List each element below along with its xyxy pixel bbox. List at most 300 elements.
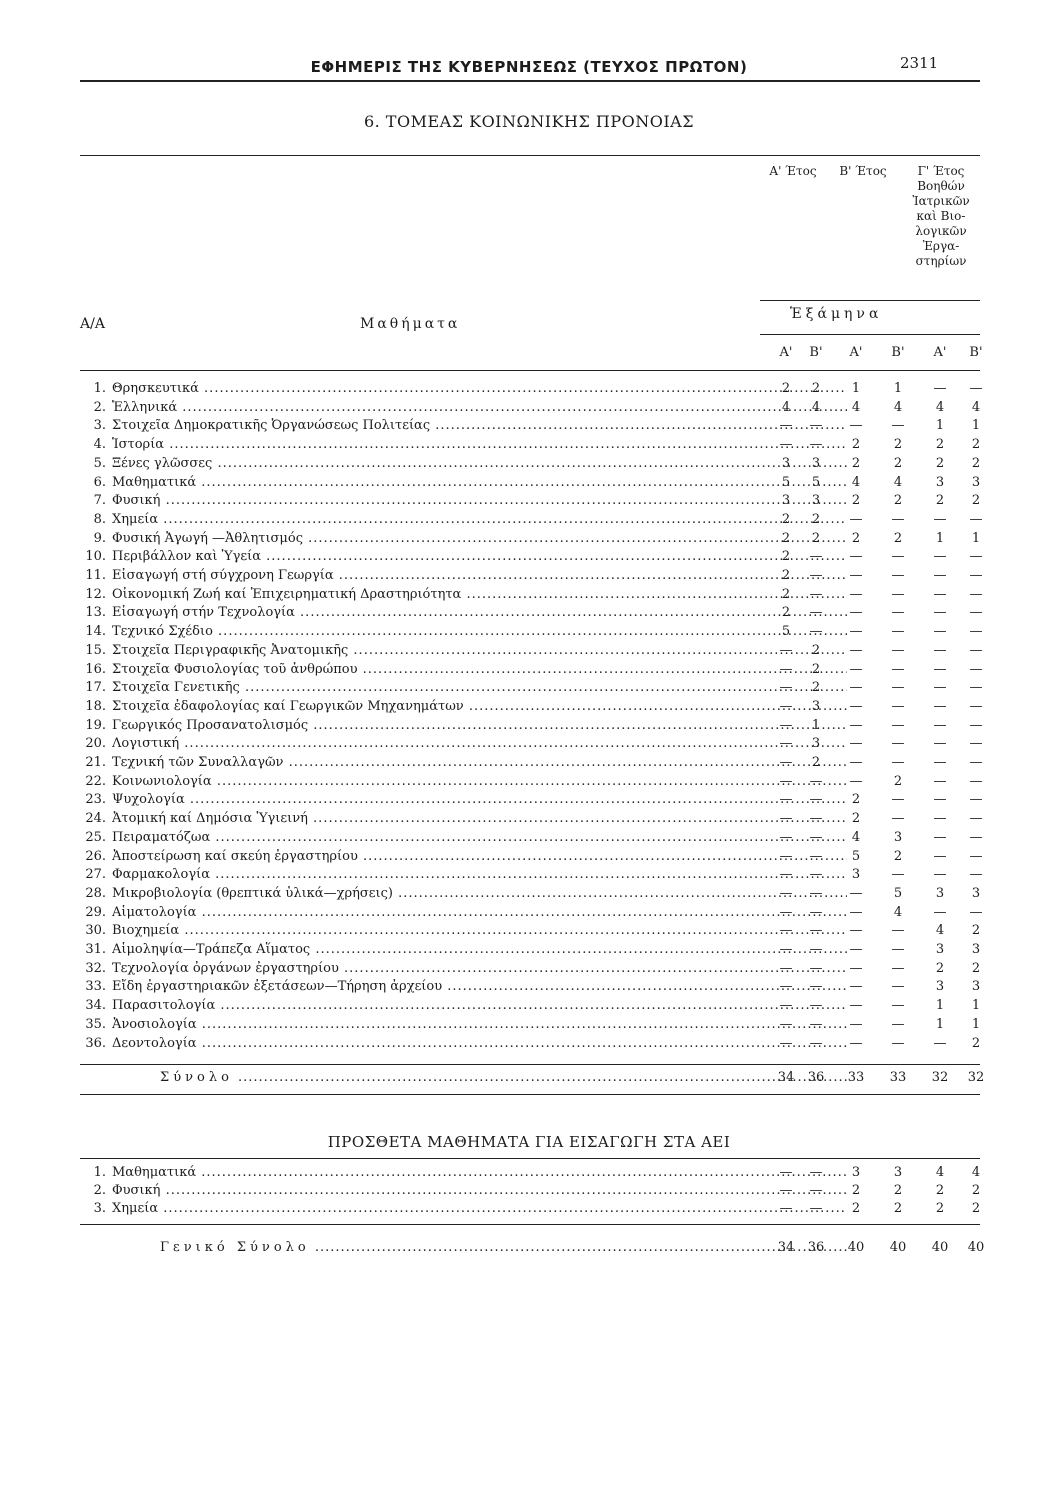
hours-cell: — xyxy=(891,867,905,883)
hours-cell: — xyxy=(849,904,863,920)
hours-cell: — xyxy=(779,717,793,733)
year-c-title: Γ' Έτος xyxy=(917,164,965,178)
hours-cell: 1 xyxy=(851,381,861,396)
subject-row xyxy=(80,848,983,865)
hours-cell: — xyxy=(779,418,793,434)
row-number: 7. xyxy=(93,493,106,509)
hours-cell: — xyxy=(849,586,863,602)
row-number: 31. xyxy=(85,942,106,957)
subject-name: Μαθηματικά ..... xyxy=(112,1164,847,1181)
col-subjects-header: Μαθήματα xyxy=(360,316,461,332)
hours-cell: — xyxy=(891,736,905,752)
row-number: 14. xyxy=(85,624,106,640)
hours-cell: — xyxy=(969,811,983,827)
year-c-sub-5: Ἐργα- xyxy=(922,239,960,253)
hours-cell: 4 xyxy=(971,399,981,415)
hours-cell: 4 xyxy=(851,474,861,490)
hours-cell: — xyxy=(933,605,947,621)
hours-cell: — xyxy=(849,680,863,696)
row-number: 21. xyxy=(85,755,106,770)
subject-row xyxy=(80,604,983,621)
hours-cell: — xyxy=(891,568,905,583)
row-number: 20. xyxy=(85,736,106,752)
hours-cell: 2 xyxy=(971,1201,981,1216)
hours-cell: — xyxy=(809,885,823,901)
hours-cell: — xyxy=(969,792,983,808)
hours-cell: — xyxy=(933,549,947,565)
subject-name: Ἀνοσιολογία ..... xyxy=(112,1016,847,1033)
hours-cell: — xyxy=(779,792,793,808)
hours-cell: — xyxy=(933,1035,947,1051)
hours-cell: — xyxy=(933,568,947,583)
hours-cell: — xyxy=(849,1016,863,1032)
hours-cell: 4 xyxy=(851,829,861,845)
hours-cell: — xyxy=(933,642,947,658)
hours-cell: — xyxy=(779,1183,793,1198)
hours-cell: — xyxy=(969,829,983,845)
grand-total-cell: 40 xyxy=(967,1240,985,1255)
year-c-sub-1: Βοηθών xyxy=(917,179,965,193)
subject-name: Φυσική ..... xyxy=(112,1182,847,1199)
hours-cell: 3 xyxy=(971,474,981,490)
subject-name: Στοιχεῖα Περιγραφικῆς Ἀνατομικῆς ..... xyxy=(112,642,847,659)
hours-cell: — xyxy=(809,811,823,827)
semester-header: Β' xyxy=(809,345,823,360)
hours-cell: 3 xyxy=(851,867,861,883)
hours-cell: — xyxy=(891,418,905,434)
hours-cell: — xyxy=(779,885,793,901)
subject-name: Ψυχολογία ..... xyxy=(112,791,847,808)
row-number: 35. xyxy=(85,1016,106,1032)
hours-cell: — xyxy=(779,998,793,1014)
total-cell: 36 xyxy=(807,1070,825,1085)
semester-header: Β' xyxy=(969,345,983,360)
semester-header: Β' xyxy=(891,345,905,360)
hours-cell: 4 xyxy=(935,399,945,415)
hours-cell: — xyxy=(849,885,863,901)
hours-cell: 1 xyxy=(971,418,981,434)
extra-subject-row xyxy=(80,1182,980,1199)
subject-name: Ἀποστείρωση καί σκεύη ἐργαστηρίου ..... xyxy=(112,848,847,865)
hours-cell: — xyxy=(849,755,863,770)
hours-cell: 2 xyxy=(811,642,821,658)
subject-row xyxy=(80,904,983,921)
grand-total-row xyxy=(80,1238,985,1258)
hours-cell: — xyxy=(809,998,823,1014)
hours-cell: — xyxy=(779,1165,793,1180)
subject-row xyxy=(80,1035,980,1052)
hours-cell: 3 xyxy=(811,698,821,714)
hours-cell: — xyxy=(809,418,823,434)
hours-cell: 3 xyxy=(811,736,821,752)
hours-cell: — xyxy=(809,437,823,453)
subject-name: Ξένες γλῶσσες ..... xyxy=(112,455,847,472)
extra-subjects-title: ΠΡΟΣΘΕΤΑ ΜΑΘΗΜΑΤΑ ΓΙΑ ΕΙΣΑΓΩΓΗ ΣΤΑ ΑΕΙ xyxy=(327,1133,731,1151)
hours-cell: 2 xyxy=(851,1201,861,1216)
hours-cell: 3 xyxy=(893,829,903,845)
subject-name: Φαρμακολογία ..... xyxy=(112,866,847,883)
year-c-sub-6: στηρίων xyxy=(915,254,967,268)
row-number: 6. xyxy=(93,474,106,490)
row-number: 3. xyxy=(93,418,106,434)
table-top-rule xyxy=(80,155,980,156)
hours-cell: — xyxy=(809,829,823,845)
hours-cell: 2 xyxy=(781,605,791,621)
subject-row xyxy=(80,530,980,547)
hours-cell: 2 xyxy=(893,530,903,546)
hours-cell: — xyxy=(933,773,947,789)
subject-name: Παρασιτολογία ..... xyxy=(112,997,847,1014)
subject-name: Τεχνολογία ὀργάνων ἐργαστηρίου ..... xyxy=(112,960,847,977)
hours-cell: — xyxy=(779,437,793,453)
subject-row xyxy=(80,791,983,808)
year-c-header xyxy=(906,164,976,269)
hours-cell: — xyxy=(891,923,905,939)
hours-cell: 2 xyxy=(851,792,861,808)
hours-cell: 2 xyxy=(971,960,981,976)
hours-cell: 3 xyxy=(935,979,945,995)
hours-cell: 2 xyxy=(935,493,945,509)
hours-cell: — xyxy=(969,904,983,920)
row-number: 27. xyxy=(85,867,106,883)
hours-cell: — xyxy=(809,1183,823,1198)
subject-name: Ἑλληνικά ..... xyxy=(112,399,847,416)
hours-cell: 1 xyxy=(935,418,945,434)
hours-cell: 3 xyxy=(851,1165,861,1180)
row-number: 18. xyxy=(85,698,106,714)
row-number: 5. xyxy=(93,455,106,471)
hours-cell: — xyxy=(849,642,863,658)
hours-cell: 3 xyxy=(971,979,981,995)
hours-cell: — xyxy=(933,736,947,752)
subject-name: Χημεία ..... xyxy=(112,1200,847,1217)
subject-row xyxy=(80,586,983,603)
gazette-title: ΕΦΗΜΕΡΙΣ ΤΗΣ ΚΥΒΕΡΝΗΣΕΩΣ (ΤΕΥΧΟΣ ΠΡΩΤΟΝ) xyxy=(310,58,748,76)
hours-cell: — xyxy=(933,624,947,640)
grand-total-cell: 36 xyxy=(807,1240,825,1255)
total-label: Σύνολο ..... xyxy=(160,1068,850,1088)
subject-name: Οἰκονομική Ζωή καί Ἐπιχειρηματική Δραστηριότητα ..... xyxy=(112,586,847,603)
hours-cell: 5 xyxy=(781,624,791,640)
hours-cell: — xyxy=(849,998,863,1014)
hours-cell: 3 xyxy=(781,493,791,509)
hours-cell: 2 xyxy=(893,455,903,471)
hours-cell: — xyxy=(969,605,983,621)
hours-cell: — xyxy=(933,511,947,527)
subject-row xyxy=(80,773,983,790)
hours-cell: — xyxy=(933,904,947,920)
hours-cell: 2 xyxy=(971,437,981,453)
hours-cell: — xyxy=(933,829,947,845)
hours-cell: — xyxy=(933,661,947,677)
extra-subject-row xyxy=(80,1200,980,1217)
subject-name: Στοιχεῖα Φυσιολογίας τοῦ ἀνθρώπου ..... xyxy=(112,661,847,678)
hours-cell: 2 xyxy=(811,755,821,770)
hours-cell: 2 xyxy=(893,437,903,453)
subject-name: Ἱστορία ..... xyxy=(112,436,847,453)
semesters-divider xyxy=(760,334,980,335)
hours-cell: — xyxy=(809,773,823,789)
subject-name: Μαθηματικά ..... xyxy=(112,474,847,491)
hours-cell: 2 xyxy=(971,455,981,471)
subject-name: Αἱματολογία ..... xyxy=(112,904,847,921)
extra-bottom-rule xyxy=(80,1224,980,1225)
row-number: 22. xyxy=(85,773,106,789)
subject-row xyxy=(80,1016,980,1033)
header-rule xyxy=(80,80,980,82)
subject-row xyxy=(80,885,980,902)
hours-cell: — xyxy=(969,867,983,883)
hours-cell: — xyxy=(779,736,793,752)
page-number: 2311 xyxy=(900,54,939,72)
hours-cell: — xyxy=(809,792,823,808)
hours-cell: 1 xyxy=(893,381,903,396)
hours-cell: — xyxy=(891,661,905,677)
hours-cell: — xyxy=(849,736,863,752)
hours-cell: — xyxy=(933,811,947,827)
hours-cell: 4 xyxy=(935,923,945,939)
hours-cell: — xyxy=(779,848,793,864)
semester-header: Α' xyxy=(779,345,793,360)
subject-row xyxy=(80,417,980,434)
hours-cell: 2 xyxy=(893,493,903,509)
hours-cell: — xyxy=(891,549,905,565)
hours-cell: — xyxy=(779,755,793,770)
hours-cell: — xyxy=(779,923,793,939)
hours-cell: — xyxy=(809,1201,823,1216)
hours-cell: — xyxy=(809,979,823,995)
grand-total-cell: 34 xyxy=(777,1240,795,1255)
subject-row xyxy=(80,922,980,939)
semester-header: Α' xyxy=(933,345,947,360)
subject-row xyxy=(80,829,983,846)
row-number: 34. xyxy=(85,998,106,1014)
subject-name: Εἰσαγωγή στήν Τεχνολογία ..... xyxy=(112,604,847,621)
row-number: 12. xyxy=(85,586,106,602)
hours-cell: — xyxy=(779,867,793,883)
hours-cell: 2 xyxy=(811,511,821,527)
hours-cell: — xyxy=(849,773,863,789)
row-number: 4. xyxy=(93,437,106,453)
subject-row xyxy=(80,623,983,640)
hours-cell: — xyxy=(809,942,823,957)
hours-cell: — xyxy=(779,811,793,827)
year-b-header: Β' Έτος xyxy=(839,164,887,178)
hours-cell: 5 xyxy=(781,474,791,490)
hours-cell: — xyxy=(933,792,947,808)
hours-cell: — xyxy=(969,549,983,565)
row-number: 26. xyxy=(85,848,106,864)
hours-cell: — xyxy=(969,568,983,583)
hours-cell: 2 xyxy=(935,1201,945,1216)
row-number: 30. xyxy=(85,923,106,939)
hours-cell: 2 xyxy=(971,1035,981,1051)
hours-cell: 2 xyxy=(935,960,945,976)
hours-cell: — xyxy=(809,549,823,565)
hours-cell: 4 xyxy=(893,474,903,490)
hours-cell: 2 xyxy=(851,530,861,546)
hours-cell: — xyxy=(891,979,905,995)
hours-cell: — xyxy=(779,698,793,714)
hours-cell: — xyxy=(849,942,863,957)
hours-cell: 2 xyxy=(971,923,981,939)
year-c-sub-3: καὶ Βιο- xyxy=(916,209,966,223)
row-number: 1. xyxy=(93,1165,106,1180)
hours-cell: — xyxy=(969,755,983,770)
years-divider xyxy=(760,300,980,301)
subject-name: Γεωργικός Προσανατολισμός ..... xyxy=(112,717,847,734)
hours-cell: 5 xyxy=(893,885,903,901)
hours-cell: 3 xyxy=(893,1165,903,1180)
hours-cell: 2 xyxy=(935,455,945,471)
hours-cell: — xyxy=(779,680,793,696)
hours-cell: — xyxy=(849,698,863,714)
hours-cell: 2 xyxy=(781,530,791,546)
hours-cell: — xyxy=(849,661,863,677)
hours-cell: 4 xyxy=(811,399,821,415)
hours-cell: — xyxy=(809,586,823,602)
hours-cell: — xyxy=(969,698,983,714)
hours-cell: — xyxy=(891,755,905,770)
hours-cell: 3 xyxy=(811,455,821,471)
hours-cell: 2 xyxy=(781,511,791,527)
hours-cell: — xyxy=(849,960,863,976)
hours-cell: — xyxy=(779,661,793,677)
hours-cell: — xyxy=(969,717,983,733)
row-number: 28. xyxy=(85,885,106,901)
hours-cell: — xyxy=(891,1016,905,1032)
subject-row xyxy=(80,997,980,1014)
hours-cell: 3 xyxy=(971,942,981,957)
hours-cell: — xyxy=(779,904,793,920)
hours-cell: — xyxy=(969,736,983,752)
subject-row xyxy=(80,661,983,678)
total-cell: 34 xyxy=(777,1070,795,1085)
subject-row xyxy=(80,567,983,584)
extra-top-rule xyxy=(80,1158,980,1159)
hours-cell: 4 xyxy=(781,399,791,415)
subject-name: Πειραματόζωα ..... xyxy=(112,829,847,846)
hours-cell: — xyxy=(849,511,863,527)
total-cell: 32 xyxy=(931,1070,949,1085)
hours-cell: 2 xyxy=(851,437,861,453)
hours-cell: — xyxy=(969,511,983,527)
hours-cell: — xyxy=(891,642,905,658)
grand-total-cell: 40 xyxy=(847,1240,865,1255)
hours-cell: 3 xyxy=(971,885,981,901)
extra-subject-row xyxy=(80,1164,980,1181)
hours-cell: 1 xyxy=(935,530,945,546)
subject-row xyxy=(80,866,983,883)
row-number: 16. xyxy=(85,661,106,677)
hours-cell: — xyxy=(933,680,947,696)
hours-cell: — xyxy=(809,605,823,621)
hours-cell: — xyxy=(849,717,863,733)
subject-name: Χημεία ..... xyxy=(112,511,847,528)
hours-cell: 5 xyxy=(851,848,861,864)
row-number: 13. xyxy=(85,605,106,621)
hours-cell: — xyxy=(849,605,863,621)
hours-cell: 2 xyxy=(893,773,903,789)
hours-cell: — xyxy=(933,698,947,714)
subject-name: Στοιχεῖα Γενετικῆς ..... xyxy=(112,679,847,696)
subject-row xyxy=(80,492,980,509)
hours-cell: — xyxy=(849,624,863,640)
hours-cell: 2 xyxy=(781,549,791,565)
hours-cell: 5 xyxy=(811,474,821,490)
subject-name: Θρησκευτικά ..... xyxy=(112,380,847,397)
hours-cell: 1 xyxy=(971,1016,981,1032)
hours-cell: — xyxy=(849,923,863,939)
grand-total-cell: 40 xyxy=(931,1240,949,1255)
hours-cell: 4 xyxy=(935,1165,945,1180)
hours-cell: 2 xyxy=(971,493,981,509)
section-title: 6. ΤΟΜΕΑΣ ΚΟΙΝΩΝΙΚΗΣ ΠΡΟΝΟΙΑΣ xyxy=(363,112,695,131)
hours-cell: 2 xyxy=(851,1183,861,1198)
row-number: 33. xyxy=(85,979,106,995)
hours-cell: — xyxy=(933,867,947,883)
hours-cell: 2 xyxy=(893,848,903,864)
hours-cell: — xyxy=(779,1016,793,1032)
subject-name: Βιοχημεία ..... xyxy=(112,922,847,939)
year-c-sub-2: Ἰατρικῶν xyxy=(912,194,970,208)
subject-row xyxy=(80,548,983,565)
hours-cell: — xyxy=(891,624,905,640)
subject-name: Περιβάλλον καὶ Ὑγεία ..... xyxy=(112,548,847,565)
hours-cell: — xyxy=(891,717,905,733)
subject-name: Φυσική ..... xyxy=(112,492,847,509)
table-header-rule xyxy=(80,370,980,371)
hours-cell: 2 xyxy=(851,493,861,509)
hours-cell: 2 xyxy=(935,437,945,453)
hours-cell: — xyxy=(891,680,905,696)
hours-cell: — xyxy=(933,381,947,396)
row-number: 32. xyxy=(85,960,106,976)
hours-cell: 1 xyxy=(935,998,945,1014)
hours-cell: 2 xyxy=(811,381,821,396)
hours-cell: — xyxy=(849,568,863,583)
row-number: 3. xyxy=(93,1201,106,1216)
hours-cell: — xyxy=(891,586,905,602)
subject-name: Εἰσαγωγή στή σύγχρονη Γεωργία ..... xyxy=(112,567,847,584)
subject-name: Ἀτομική καί Δημόσια Ὑγιεινή ..... xyxy=(112,810,847,827)
hours-cell: — xyxy=(809,568,823,583)
subject-name: Τεχνικό Σχέδιο ..... xyxy=(112,623,847,640)
subject-row xyxy=(80,436,980,453)
hours-cell: 4 xyxy=(893,399,903,415)
hours-cell: — xyxy=(969,661,983,677)
hours-cell: — xyxy=(891,960,905,976)
hours-cell: — xyxy=(969,848,983,864)
subject-name: Λογιστική ..... xyxy=(112,735,847,752)
total-cell: 33 xyxy=(889,1070,907,1085)
hours-cell: — xyxy=(849,1035,863,1051)
hours-cell: — xyxy=(969,586,983,602)
row-number: 19. xyxy=(85,717,106,733)
subject-row xyxy=(80,380,983,397)
hours-cell: — xyxy=(849,418,863,434)
semesters-header: Ἑξάμηνα xyxy=(790,306,883,322)
hours-cell: 2 xyxy=(851,811,861,827)
hours-cell: — xyxy=(809,624,823,640)
hours-cell: — xyxy=(891,698,905,714)
row-number: 11. xyxy=(85,568,106,583)
subject-row xyxy=(80,810,983,827)
hours-cell: — xyxy=(933,717,947,733)
subject-row xyxy=(80,455,980,472)
year-c-sub-4: λογικῶν xyxy=(915,224,967,238)
hours-cell: — xyxy=(933,755,947,770)
